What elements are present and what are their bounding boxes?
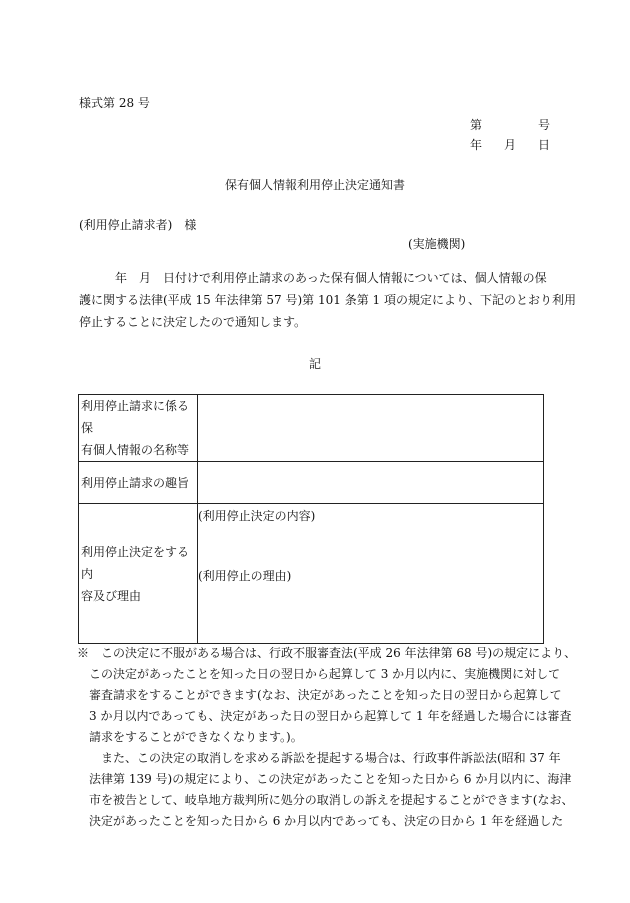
note-line: この決定があったことを知った日の翌日から起算して 3 か月以内に、実施機関に対して [77,667,561,681]
decision-value-cell [198,504,544,644]
note-line: 市を被告として、岐阜地方裁判所に処分の取消しの訴えを提起することができます(なお、 [77,793,574,807]
body-paragraph [79,267,576,333]
note-line: 請求をすることができなくなります。)。 [77,730,303,744]
decision-label-line: 利用停止決定をする内 [81,544,190,581]
agency-name: (実施機関) [408,237,466,251]
note-line: 3 か月以内であっても、決定があった日の翌日から起算して 1 年を経過した場合には審査 [77,709,572,723]
table-row-name [79,395,544,462]
purpose-label-cell: 利用停止請求の趣旨 [79,462,198,504]
appeal-notes [77,643,577,832]
name-value-cell [198,395,544,462]
note-line: また、この決定の取消しを求める訴訟を提起する場合は、行政事件訴訟法(昭和 37 年 [77,751,561,765]
table-row-decision [79,504,544,644]
form-number: 様式第 28 号 [79,96,150,110]
note-line: 決定があったことを知った日から 6 か月以内であっても、決定の日から 1 年を経過した [77,814,564,828]
document-title: 保有個人情報利用停止決定通知書 [224,178,405,192]
body-line: 停止することに決定したので通知します。 [79,315,307,329]
body-line: 年 月 日付けで利用停止請求のあった保有個人情報については、個人情報の保 [79,271,547,285]
table-row-purpose [79,462,544,504]
addressee: (利用停止請求者) 様 [79,218,197,232]
decision-label-line: 容及び理由 [81,588,142,603]
ki-heading: 記 [308,357,321,371]
name-label-line: 有個人情報の名称等 [81,443,190,457]
document-number-line: 第 号 [470,118,550,132]
date-line: 年 月 日 [470,138,550,152]
note-line: ※ この決定に不服がある場合は、行政不服審査法(平成 26 年法律第 68 号)の規定により、 [77,646,577,660]
purpose-value-cell [198,462,544,504]
name-label-cell [79,395,198,462]
body-line: 護に関する法律(平成 15 年法律第 57 号)第 101 条第 1 項の規定により、下記のとおり利用 [79,293,576,307]
decision-reason-label: (利用停止の理由) [198,569,292,583]
request-details-table [78,394,544,644]
note-line: 法律第 139 号)の規定により、この決定があったことを知った日から 6 か月以内に、海津 [77,772,572,786]
decision-label-cell [79,504,198,644]
name-label-line: 利用停止請求に係る保 [81,399,190,435]
decision-content-label: (利用停止決定の内容) [198,509,316,523]
note-line: 審査請求をすることができます(なお、決定があったことを知った日の翌日から起算して [77,688,562,702]
decision-content-box [198,504,543,640]
